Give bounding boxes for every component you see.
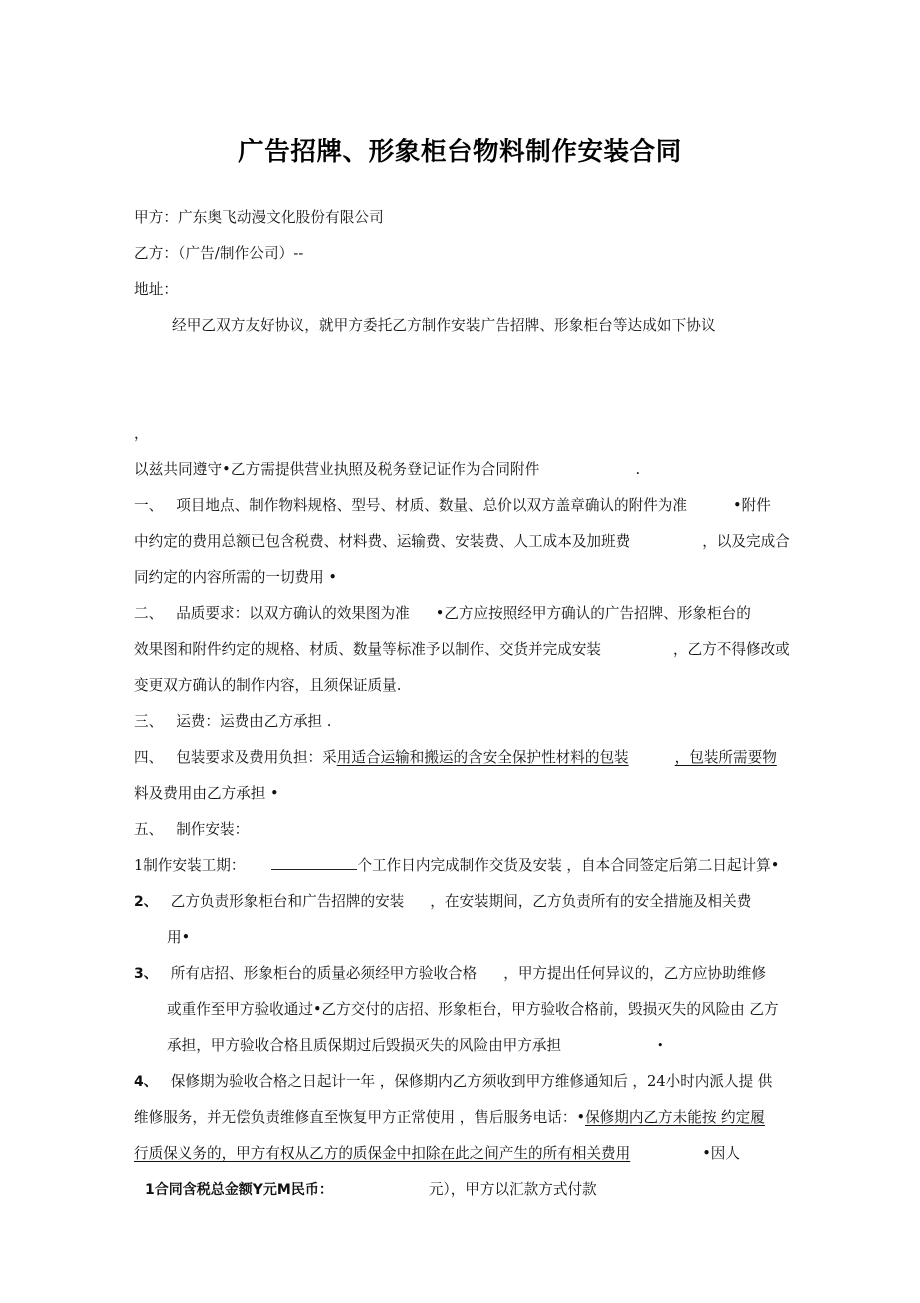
clause-1-line1b: •附件 — [733, 497, 771, 514]
spacer-2 — [134, 380, 802, 416]
clause-2-line-2 — [134, 632, 802, 668]
sub-item-3-line-2: 或重作至甲方验收通过•乙方交付的店招、形象柜台，甲方验收合格前，毁损灭失的风险由 乙方 — [167, 1001, 779, 1018]
sub-item-3 — [134, 956, 802, 1064]
sub-item-4-line2-plain: 维修服务，并无偿负责维修直至恢复甲方正常使用 ，售后服务电话：• — [134, 1109, 586, 1126]
clause-5-line-1 — [134, 812, 802, 848]
attachment-note-mark: . — [635, 461, 641, 478]
sub-item-3-line1a: 所有店招、形象柜台的质量必须经甲方验收合格 — [170, 965, 478, 982]
clause-1 — [134, 488, 802, 596]
sub-item-3-line1b: ，甲方提出任何异议的，乙方应协助维修 — [503, 965, 766, 982]
sub-item-3-line-1 — [134, 956, 802, 992]
clause-1-number: 一、 — [134, 497, 164, 514]
sub-item-4-line-3 — [134, 1136, 802, 1172]
clause-4-underlined: 用适合运输和搬运的含安全保护性材料的包装 — [336, 749, 629, 766]
clause-3-number: 三、 — [134, 713, 164, 730]
preamble-paragraph: 经甲乙双方友好协议，就甲方委托乙方制作安装广告招牌、形象柜台等达成如下协议 — [172, 317, 716, 334]
clause-5-number: 五、 — [134, 821, 164, 838]
document-body — [134, 200, 802, 1208]
sub-item-1-tail: 个工作日内完成制作交货及安装 ，自本合同签定后第二日起计算• — [357, 857, 780, 874]
clause-5-text: 制作安装： — [176, 821, 250, 838]
clause-1-line2a: 中约定的费用总额已包含税费、材料费、运输费、安装费、人工成本及加班费 — [134, 533, 631, 550]
clause-3-text: 运费：运费由乙方承担 . — [176, 713, 332, 730]
installation-period-blank[interactable] — [271, 857, 357, 870]
clause-4-line-1 — [134, 740, 802, 776]
clause-4-plain: 包装要求及费用负担：采 — [176, 749, 337, 766]
clause-2-line2b: ，乙方不得修改或 — [673, 641, 790, 658]
party-b-line: 乙方：（广告/制作公司）-- — [134, 245, 304, 262]
clause-2-line1b: •乙方应按照经甲方确认的广告招牌、形象柜台的 — [435, 605, 751, 622]
sub-item-4-number: 4、 — [134, 1074, 158, 1090]
sub-item-3-line3b: • — [657, 1039, 664, 1052]
sub-item-3-number: 3、 — [134, 966, 158, 982]
sub-item-2-line-1 — [134, 884, 802, 920]
clause-4-line-2: 料及费用由乙方承担 • — [134, 785, 279, 802]
clause-1-line1a: 项目地点、制作物料规格、型号、材质、数量、总价以双方盖章确认的附件为准 — [176, 497, 687, 514]
clause-2-line-3: 变更双方确认的制作内容，且须保证质量. — [134, 677, 402, 694]
sub-item-1-line-1 — [134, 848, 802, 884]
sub-item-3-line3a: 承担，甲方验收合格且质保期过后毁损灭失的风险由甲方承担 — [167, 1037, 562, 1054]
clause-1-line-1 — [134, 488, 802, 524]
sub-item-4-line-2 — [134, 1100, 802, 1136]
sub-item-4-line3-underlined: 行质保义务的，甲方有权从乙方的质保金中扣除在此之间产生的所有相关费用 — [134, 1145, 631, 1162]
sub-item-4-line1: 保修期为验收合格之日起计一年 ，保修期内乙方须收到甲方维修通知后 ，24小时内派人提 供 — [170, 1073, 773, 1090]
clause-4 — [134, 740, 802, 812]
clause-3-line-1 — [134, 704, 802, 740]
amount-line-row — [134, 1172, 802, 1208]
clause-1-line2b: ，以及完成合 — [702, 533, 790, 550]
amount-line-number: 1 — [145, 1182, 155, 1198]
sub-item-1 — [134, 848, 802, 884]
amount-line — [134, 1172, 802, 1208]
clause-2-number: 二、 — [134, 605, 164, 622]
sub-item-4 — [134, 1064, 802, 1172]
party-a-line: 甲方：广东奥飞动漫文化股份有限公司 — [134, 209, 384, 226]
clause-3 — [134, 704, 802, 740]
clause-2-line2a: 效果图和附件约定的规格、材质、数量等标准予以制作、交货并完成安装 — [134, 641, 602, 658]
clause-4-underlined-tail: ，包装所需要物 — [674, 749, 777, 766]
sub-item-3-line-3 — [134, 1028, 802, 1064]
sub-item-4-line3-tail: •因人 — [702, 1145, 740, 1162]
clause-2-line1a: 品质要求：以双方确认的效果图为准 — [176, 605, 410, 622]
amount-line-label: 合同含税总金额Y元M民币： — [154, 1182, 333, 1198]
sub-item-2-line1b: ，在安装期间，乙方负责所有的安全措施及相关费 — [430, 893, 752, 910]
sub-item-2-number: 2、 — [134, 894, 158, 910]
attachment-note-line — [134, 452, 802, 488]
clause-1-line-3: 同约定的内容所需的一切费用 • — [134, 569, 337, 586]
sub-item-1-label: 制作安装工期： — [143, 857, 246, 874]
spacer-1 — [134, 344, 802, 380]
clause-4-number: 四、 — [134, 749, 164, 766]
clause-5 — [134, 812, 802, 848]
sub-item-2-line1a: 乙方负责形象柜台和广告招牌的安装 — [170, 893, 405, 910]
clause-2 — [134, 596, 802, 704]
sub-item-4-line2-underlined: 保修期内乙方未能按 约定履 — [585, 1109, 765, 1126]
page-title: 广告招牌、形象柜台物料制作安装合同 — [238, 137, 682, 167]
address-line: 地址： — [134, 281, 179, 298]
clause-1-line-2 — [134, 524, 802, 560]
attachment-note-text: 以兹共同遵守•乙方需提供营业执照及税务登记证作为合同附件 — [134, 461, 540, 478]
clause-2-line-1 — [134, 596, 802, 632]
sub-item-4-line-1 — [134, 1064, 802, 1100]
amount-line-tail: 元），甲方以汇款方式付款 — [428, 1181, 597, 1198]
sub-item-1-number: 1 — [134, 857, 144, 874]
stray-comma-line: ， — [134, 425, 149, 442]
sub-item-2 — [134, 884, 802, 956]
sub-item-2-line-2: 用• — [167, 929, 191, 946]
